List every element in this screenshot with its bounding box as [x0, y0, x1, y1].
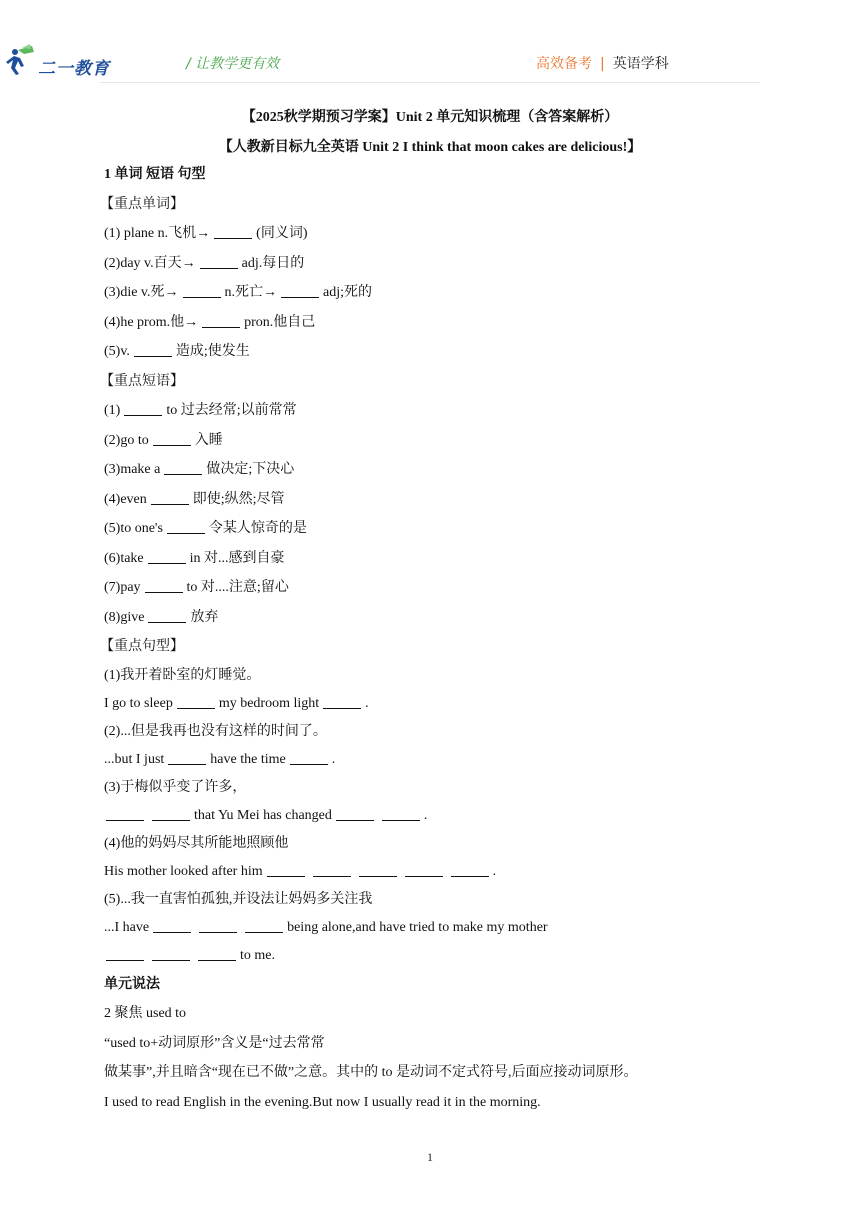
logo — [4, 44, 124, 78]
answer-blank[interactable] — [148, 549, 186, 564]
word-text: pron.他自己 — [244, 314, 316, 330]
sentence-chinese: (2)...但是我再也没有这样的时间了。 — [104, 723, 327, 739]
header-subject-label: 英语学科 — [612, 56, 669, 72]
answer-blank[interactable] — [152, 946, 190, 961]
sentence-english — [104, 690, 744, 718]
sentence-english — [104, 746, 744, 774]
answer-blank[interactable] — [267, 862, 305, 877]
answer-blank[interactable] — [199, 918, 237, 933]
sentence-text: that Yu Mei has changed — [194, 807, 332, 823]
header-exam-label: 高效备考 — [536, 56, 592, 72]
document-body — [100, 160, 744, 1117]
unit-heading: 单元说法 — [104, 976, 160, 992]
answer-blank[interactable] — [202, 313, 240, 328]
phrase-text: (5)to one's — [104, 521, 163, 536]
sentence-text: ...I have — [104, 919, 150, 935]
answer-blank[interactable] — [323, 694, 361, 709]
sentence-text: His mother looked after him — [104, 863, 263, 879]
phrase-text: to 对....注意;留心 — [186, 580, 289, 595]
answer-blank[interactable] — [405, 862, 443, 877]
answer-blank[interactable] — [336, 806, 374, 821]
phrase-text: 即使;纵然;尽管 — [192, 491, 285, 507]
answer-blank[interactable] — [124, 401, 162, 416]
word-text: 造成;使发生 — [175, 344, 250, 359]
answer-blank[interactable] — [153, 918, 191, 933]
paragraph-line: “used to+动词原形”含义是“过去常常 — [104, 1035, 325, 1051]
phrase-text: (6)take — [104, 550, 144, 566]
answer-blank[interactable] — [177, 694, 215, 709]
header-subject — [536, 53, 669, 73]
phrase-item — [104, 396, 744, 426]
sentence-text: being alone,and have tried to make my mother — [287, 919, 548, 935]
sentence-text: ...but I just — [104, 751, 165, 767]
sentence-chinese: (3)于梅似乎变了许多， — [104, 779, 247, 795]
answer-blank[interactable] — [148, 608, 186, 623]
answer-blank[interactable] — [164, 460, 202, 475]
phrases-heading: 【重点短语】 — [100, 373, 184, 389]
page-number: 1 — [427, 1150, 433, 1164]
sentence-text: . — [423, 807, 428, 823]
word-text: n.死亡→ — [224, 285, 278, 300]
word-text: (2)day v.百天→ — [104, 255, 196, 271]
sentence-text: my bedroom light — [218, 695, 320, 711]
phrase-text: (2)go to — [104, 432, 149, 448]
answer-blank[interactable] — [290, 750, 328, 765]
word-item — [104, 219, 744, 249]
sentence-text: have the time — [210, 751, 286, 767]
header-divider — [100, 82, 760, 83]
answer-blank[interactable] — [245, 918, 283, 933]
document-subtitle: 【人教新目标九全英语 Unit 2 I think that moon cakes are delicious!】 — [218, 140, 642, 155]
paragraph-line: 做某事”,并且暗含“现在已不做”之意。其中的 to 是动词不定式符号,后面应接动词原形。 — [104, 1065, 638, 1080]
sentences-heading: 【重点句型】 — [100, 639, 184, 654]
sentence-english — [104, 914, 744, 942]
answer-blank[interactable] — [152, 806, 190, 821]
answer-blank[interactable] — [281, 283, 319, 298]
slogan: / 让教学更有效 — [186, 56, 280, 72]
answer-blank[interactable] — [214, 224, 252, 239]
phrase-text: 入睡 — [194, 432, 223, 448]
phrase-text: 令某人惊奇的是 — [208, 521, 307, 536]
sentence-chinese: (4)他的妈妈尽其所能地照顾他 — [104, 835, 289, 851]
answer-blank[interactable] — [313, 862, 351, 877]
sentence-text: to me. — [240, 947, 275, 963]
answer-blank[interactable] — [359, 862, 397, 877]
sentence-chinese: (5)...我一直害怕孤独,并设法让妈妈多关注我 — [104, 891, 373, 907]
answer-blank[interactable] — [145, 578, 183, 593]
word-text: (5)v. — [104, 344, 130, 359]
section-1-heading: 1 单词 短语 句型 — [104, 167, 206, 182]
phrase-text: (1) — [104, 403, 121, 418]
sentence-text: . — [365, 695, 369, 711]
word-text: adj;死的 — [323, 285, 373, 300]
sentence-text: . — [492, 863, 497, 879]
sentence-text: I go to sleep — [104, 695, 173, 711]
word-text: (4)he prom.他→ — [104, 314, 199, 330]
phrase-item — [104, 603, 744, 633]
section-2-heading: 2 聚焦 used to — [104, 1006, 187, 1021]
phrase-item — [104, 514, 744, 544]
document-title: 【2025秋学期预习学案】Unit 2 单元知识梳理（含答案解析） — [241, 110, 619, 125]
page-header — [0, 40, 860, 84]
header-separator: | — [600, 56, 605, 72]
phrase-text: in 对...感到自豪 — [189, 550, 285, 566]
sentence-chinese: (1)我开着卧室的灯睡觉。 — [104, 667, 261, 683]
phrase-item — [104, 426, 744, 456]
phrase-item — [104, 573, 744, 603]
answer-blank[interactable] — [167, 519, 205, 534]
phrase-item — [104, 485, 744, 515]
answer-blank[interactable] — [451, 862, 489, 877]
word-text: adj.每日的 — [241, 255, 305, 271]
phrase-item — [104, 455, 744, 485]
answer-blank[interactable] — [153, 431, 191, 446]
words-heading: 【重点单词】 — [100, 196, 184, 212]
phrase-text: (8)give — [104, 609, 145, 625]
answer-blank[interactable] — [151, 490, 189, 505]
answer-blank[interactable] — [106, 806, 144, 821]
phrase-item — [104, 544, 744, 574]
word-text: (3)die v.死→ — [104, 285, 179, 300]
answer-blank[interactable] — [168, 750, 206, 765]
sentence-english — [104, 802, 744, 830]
word-item — [104, 249, 744, 279]
phrase-text: 做决定;下决心 — [206, 462, 295, 477]
answer-blank[interactable] — [134, 342, 172, 357]
word-text: (1) plane n.飞机→ — [104, 226, 211, 241]
answer-blank[interactable] — [183, 283, 221, 298]
answer-blank[interactable] — [106, 946, 144, 961]
sentence-english — [104, 858, 744, 886]
answer-blank[interactable] — [200, 254, 238, 269]
logo-text: 二一教育 — [38, 59, 110, 79]
word-item — [104, 278, 744, 308]
sentence-text: . — [331, 751, 336, 767]
example-sentence: I used to read English in the evening.But now I usually read it in the morning. — [104, 1094, 541, 1110]
answer-blank[interactable] — [382, 806, 420, 821]
phrase-text: (4)even — [104, 491, 147, 507]
phrase-text: (7)pay — [104, 580, 141, 595]
phrase-text: (3)make a — [104, 462, 161, 477]
sentence-english — [104, 942, 744, 970]
phrase-text: 放弃 — [190, 609, 219, 625]
word-item — [104, 337, 744, 367]
phrase-text: to 过去经常;以前常常 — [166, 403, 297, 418]
word-item — [104, 308, 744, 338]
word-text: (同义词) — [256, 226, 308, 241]
answer-blank[interactable] — [198, 946, 236, 961]
